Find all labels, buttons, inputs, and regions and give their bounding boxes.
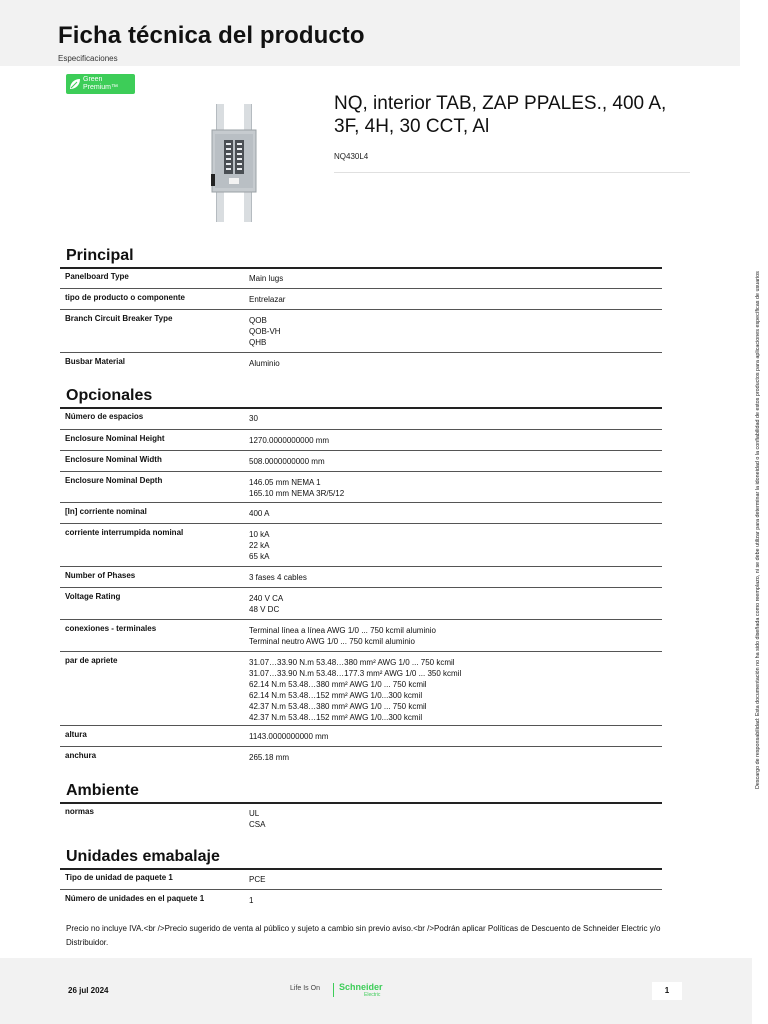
section-title-opcionales: Opcionales <box>66 387 153 404</box>
badge-line2: Premium™ <box>83 84 119 91</box>
section-title-unidades: Unidades emabalaje <box>66 848 220 865</box>
table-row <box>60 890 662 916</box>
page-footer <box>0 958 752 1024</box>
row-label: normas <box>65 807 94 816</box>
table-row <box>60 869 662 890</box>
row-value: 1270.0000000000 mm <box>249 436 330 445</box>
page-title: Ficha técnica del producto <box>58 22 365 49</box>
footer-date: 26 jul 2024 <box>68 986 109 995</box>
row-value: Terminal línea a línea AWG 1/0 ... 750 kcmil aluminio Terminal neutro AWG 1/0 ... 750 kcmil aluminio <box>249 626 436 646</box>
row-label: par de apriete <box>65 656 118 665</box>
row-label: Número de espacios <box>65 412 144 421</box>
product-code: NQ430L4 <box>334 152 369 161</box>
row-label: Panelboard Type <box>65 272 129 281</box>
badge-line1: Green <box>83 76 103 83</box>
table-row <box>60 803 662 833</box>
row-value: 1143.0000000000 mm <box>249 732 329 741</box>
product-image <box>206 104 262 222</box>
section-title-principal: Principal <box>66 247 134 264</box>
row-label: Enclosure Nominal Width <box>65 455 162 464</box>
table-row <box>60 268 662 289</box>
row-label: tipo de producto o componente <box>65 293 185 302</box>
table-row <box>60 726 662 747</box>
life-is-on-tagline: Life Is On <box>290 985 320 992</box>
price-footnote: Precio no incluye IVA.<br />Precio sugerido de venta al público y sujeto a cambio sin previo aviso.<br />Podrán aplicar Políticas de Descuento de Schneider Electric y/o Distribuidor. <box>66 924 661 947</box>
row-value: PCE <box>249 875 266 884</box>
row-value: 31.07…33.90 N.m 53.48…380 mm² AWG 1/0 ... 750 kcmil 31.07…33.90 N.m 53.48…177.3 mm² AWG 1/0 ... 350 kcmil 62.14 N.m 53.48…380 mm² AWG 1/0 ... 750 kcmil 62.14 N.m 53.48…152 mm² AWG 1/0...300 kcmil 42.37 N.m 53.48…380 mm² AWG 1/0 ... 750 kcmil 42.37 N.m 53.48…152 mm² AWG 1/0...300 kcmil <box>249 658 462 722</box>
row-value: UL CSA <box>249 809 266 829</box>
row-label: altura <box>65 730 87 739</box>
row-label: Branch Circuit Breaker Type <box>65 314 173 323</box>
table-row <box>60 567 662 588</box>
legal-disclaimer: Descargo de responsabilidad: Esta documentación no ha sido diseñada como reemplazo, ni se debe utilizar para determinar la idoneidad o la confiabilidad de estos productos para aplicaciones específicas de usuarios <box>755 271 761 789</box>
table-row <box>60 524 662 567</box>
row-value: 508.0000000000 mm <box>249 457 325 466</box>
table-row <box>60 289 662 310</box>
row-label: Enclosure Nominal Depth <box>65 476 163 485</box>
row-label: Tipo de unidad de paquete 1 <box>65 873 173 882</box>
row-value: 400 A <box>249 509 270 518</box>
table-row <box>60 652 662 726</box>
page-header <box>0 0 740 66</box>
row-label: Número de unidades en el paquete 1 <box>65 894 205 903</box>
row-value: 30 <box>249 414 258 423</box>
table-row <box>60 353 662 373</box>
row-value: Aluminio <box>249 359 280 368</box>
brand-name: Schneider <box>339 982 383 992</box>
row-value: 146.05 mm NEMA 1 165.10 mm NEMA 3R/5/12 <box>249 478 345 498</box>
row-label: anchura <box>65 751 97 760</box>
row-value: 1 <box>249 896 254 905</box>
table-row <box>60 620 662 652</box>
brand-subname: Electric <box>364 992 381 998</box>
row-label: Voltage Rating <box>65 592 121 601</box>
row-label: [In] corriente nominal <box>65 507 147 516</box>
table-row <box>60 503 662 524</box>
row-label: Busbar Material <box>65 357 126 366</box>
table-row <box>60 430 662 451</box>
section-title-ambiente: Ambiente <box>66 782 139 799</box>
table-row <box>60 310 662 353</box>
divider <box>334 172 690 173</box>
table-row <box>60 408 662 430</box>
leaf-icon <box>69 78 81 90</box>
row-value: 3 fases 4 cables <box>249 573 307 582</box>
row-value: QOB QOB-VH QHB <box>249 316 281 347</box>
product-title: NQ, interior TAB, ZAP PPALES., 400 A, 3F, 4H, 30 CCT, Al <box>334 93 667 137</box>
logo-divider <box>333 983 334 997</box>
table-row <box>60 472 662 503</box>
row-label: corriente interrumpida nominal <box>65 528 184 537</box>
page-number: 1 <box>652 982 682 1000</box>
page-subtitle: Especificaciones <box>58 54 118 63</box>
table-row <box>60 588 662 620</box>
row-label: Number of Phases <box>65 571 136 580</box>
row-label: Enclosure Nominal Height <box>65 434 165 443</box>
row-label: conexiones - terminales <box>65 624 157 633</box>
row-value: Entrelazar <box>249 295 286 304</box>
row-value: 10 kA 22 kA 65 kA <box>249 530 270 561</box>
row-value: Main lugs <box>249 274 284 283</box>
green-premium-badge <box>66 74 135 94</box>
row-value: 265.18 mm <box>249 753 290 762</box>
table-row <box>60 451 662 472</box>
table-row <box>60 747 662 767</box>
row-value: 240 V CA 48 V DC <box>249 594 284 614</box>
